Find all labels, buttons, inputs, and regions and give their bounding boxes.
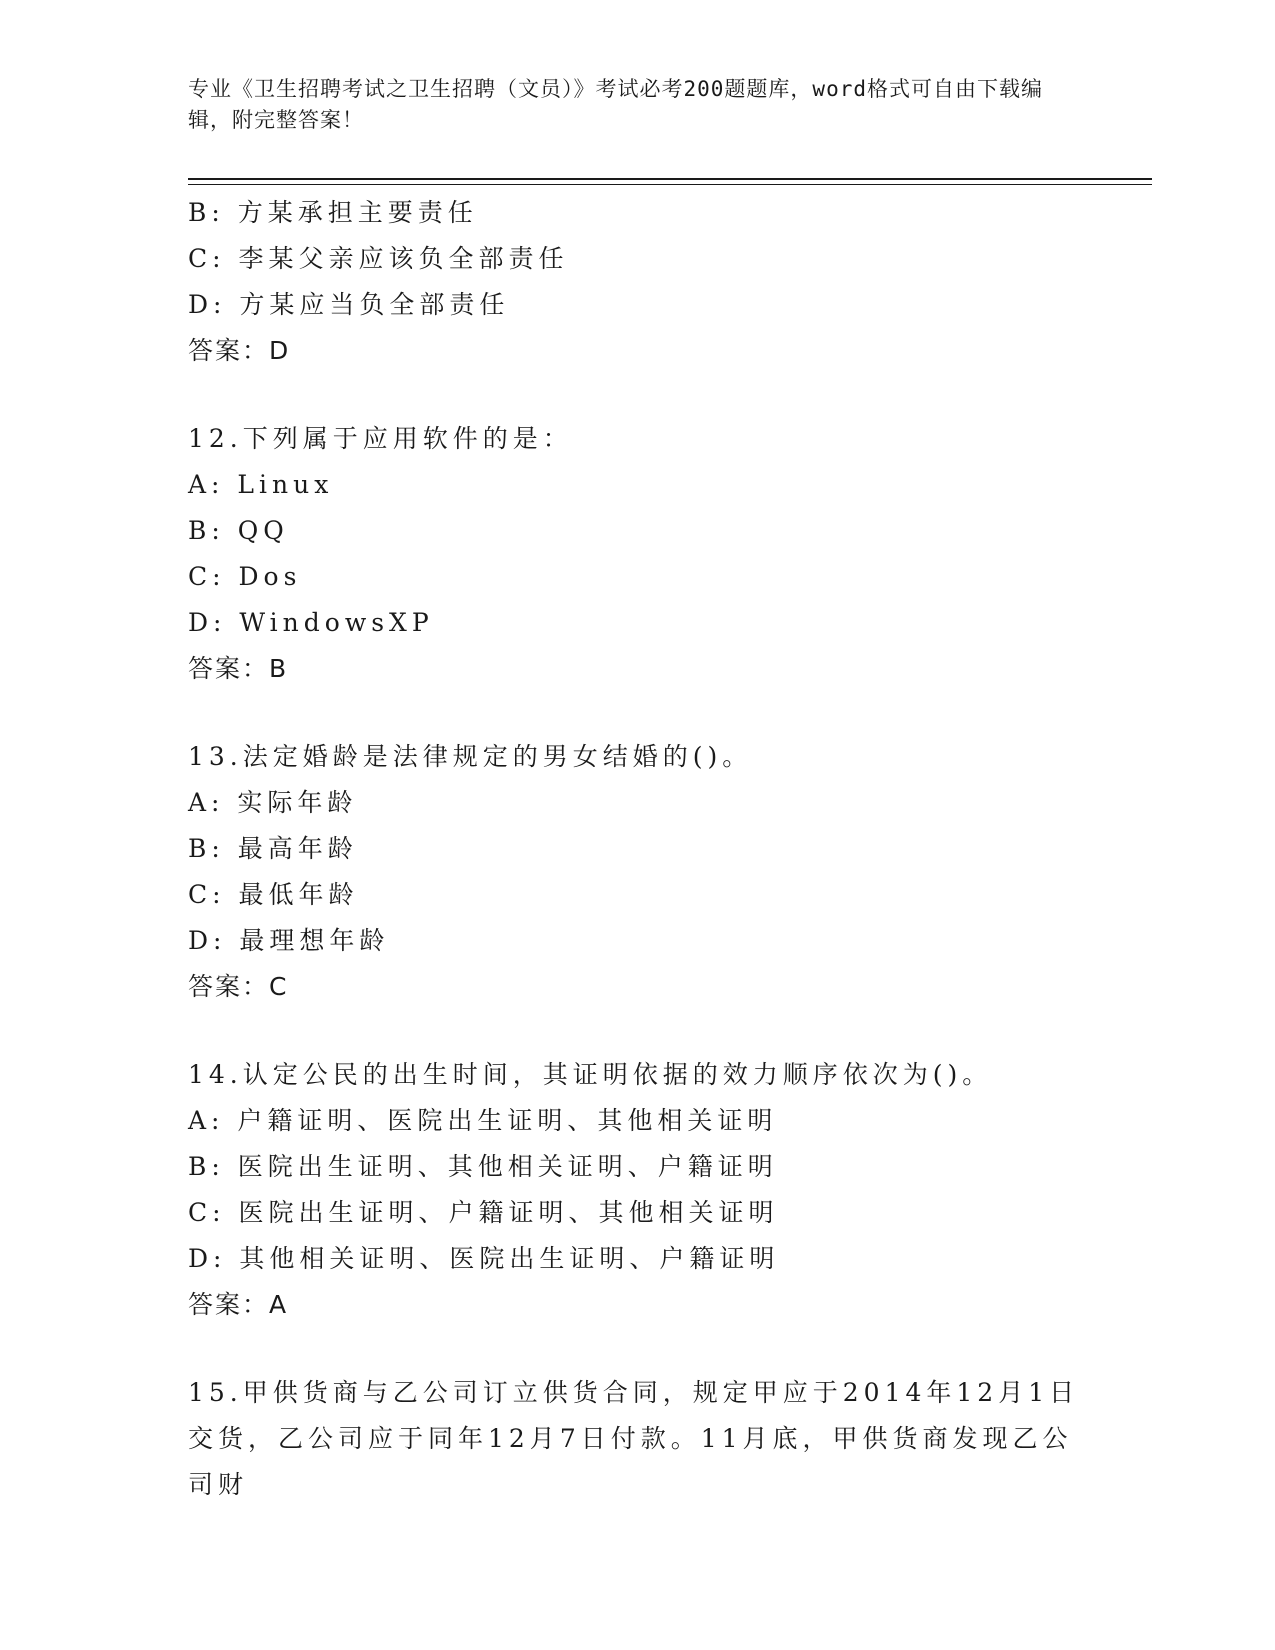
- option-c: C: Dos: [188, 562, 302, 591]
- option-d: D: 方某应当负全部责任: [188, 290, 510, 319]
- question-text: 13.法定婚龄是法律规定的男女结婚的()。: [188, 742, 753, 771]
- question-text: 12.下列属于应用软件的是：: [188, 424, 573, 453]
- option-c: C: 李某父亲应该负全部责任: [188, 244, 569, 273]
- option-b: B: 医院出生证明、其他相关证明、户籍证明: [188, 1152, 778, 1181]
- question-text: 15.甲供货商与乙公司订立供货合同，规定甲应于2014年12月1日交货，乙公司应于同年12月7日付款。11月底，甲供货商发现乙公司财: [188, 1378, 1080, 1499]
- answer: 答案：C: [188, 972, 289, 1001]
- question-14: [188, 1052, 1088, 1328]
- spacer: [188, 1010, 1088, 1052]
- option-a: A: Linux: [188, 470, 334, 499]
- answer: 答案：B: [188, 654, 289, 683]
- document-header: 专业《卫生招聘考试之卫生招聘（文员）》考试必考200题题库，word格式可自由下载编辑，附完整答案！: [188, 77, 1043, 132]
- option-b: B: 方某承担主要责任: [188, 198, 478, 227]
- spacer: [188, 692, 1088, 734]
- option-a: A: 户籍证明、医院出生证明、其他相关证明: [188, 1106, 778, 1135]
- option-b: B: QQ: [188, 516, 289, 545]
- question-12: [188, 416, 1088, 692]
- spacer: [188, 374, 1088, 416]
- option-d: D: WindowsXP: [188, 608, 434, 637]
- spacer: [188, 1328, 1088, 1370]
- header-divider-thick: [188, 178, 1152, 180]
- option-a: A: 实际年龄: [188, 788, 358, 817]
- question-text: 14.认定公民的出生时间，其证明依据的效力顺序依次为()。: [188, 1060, 993, 1089]
- header-divider-thin: [188, 184, 1152, 185]
- question-list: [188, 190, 1088, 1508]
- option-d: D: 最理想年龄: [188, 926, 390, 955]
- question-11: [188, 190, 1088, 374]
- answer: 答案：A: [188, 1290, 289, 1319]
- question-13: [188, 734, 1088, 1010]
- option-c: C: 医院出生证明、户籍证明、其他相关证明: [188, 1198, 779, 1227]
- question-15: [188, 1370, 1088, 1508]
- option-c: C: 最低年龄: [188, 880, 359, 909]
- option-b: B: 最高年龄: [188, 834, 358, 863]
- option-d: D: 其他相关证明、医院出生证明、户籍证明: [188, 1244, 780, 1273]
- answer: 答案：D: [188, 336, 291, 365]
